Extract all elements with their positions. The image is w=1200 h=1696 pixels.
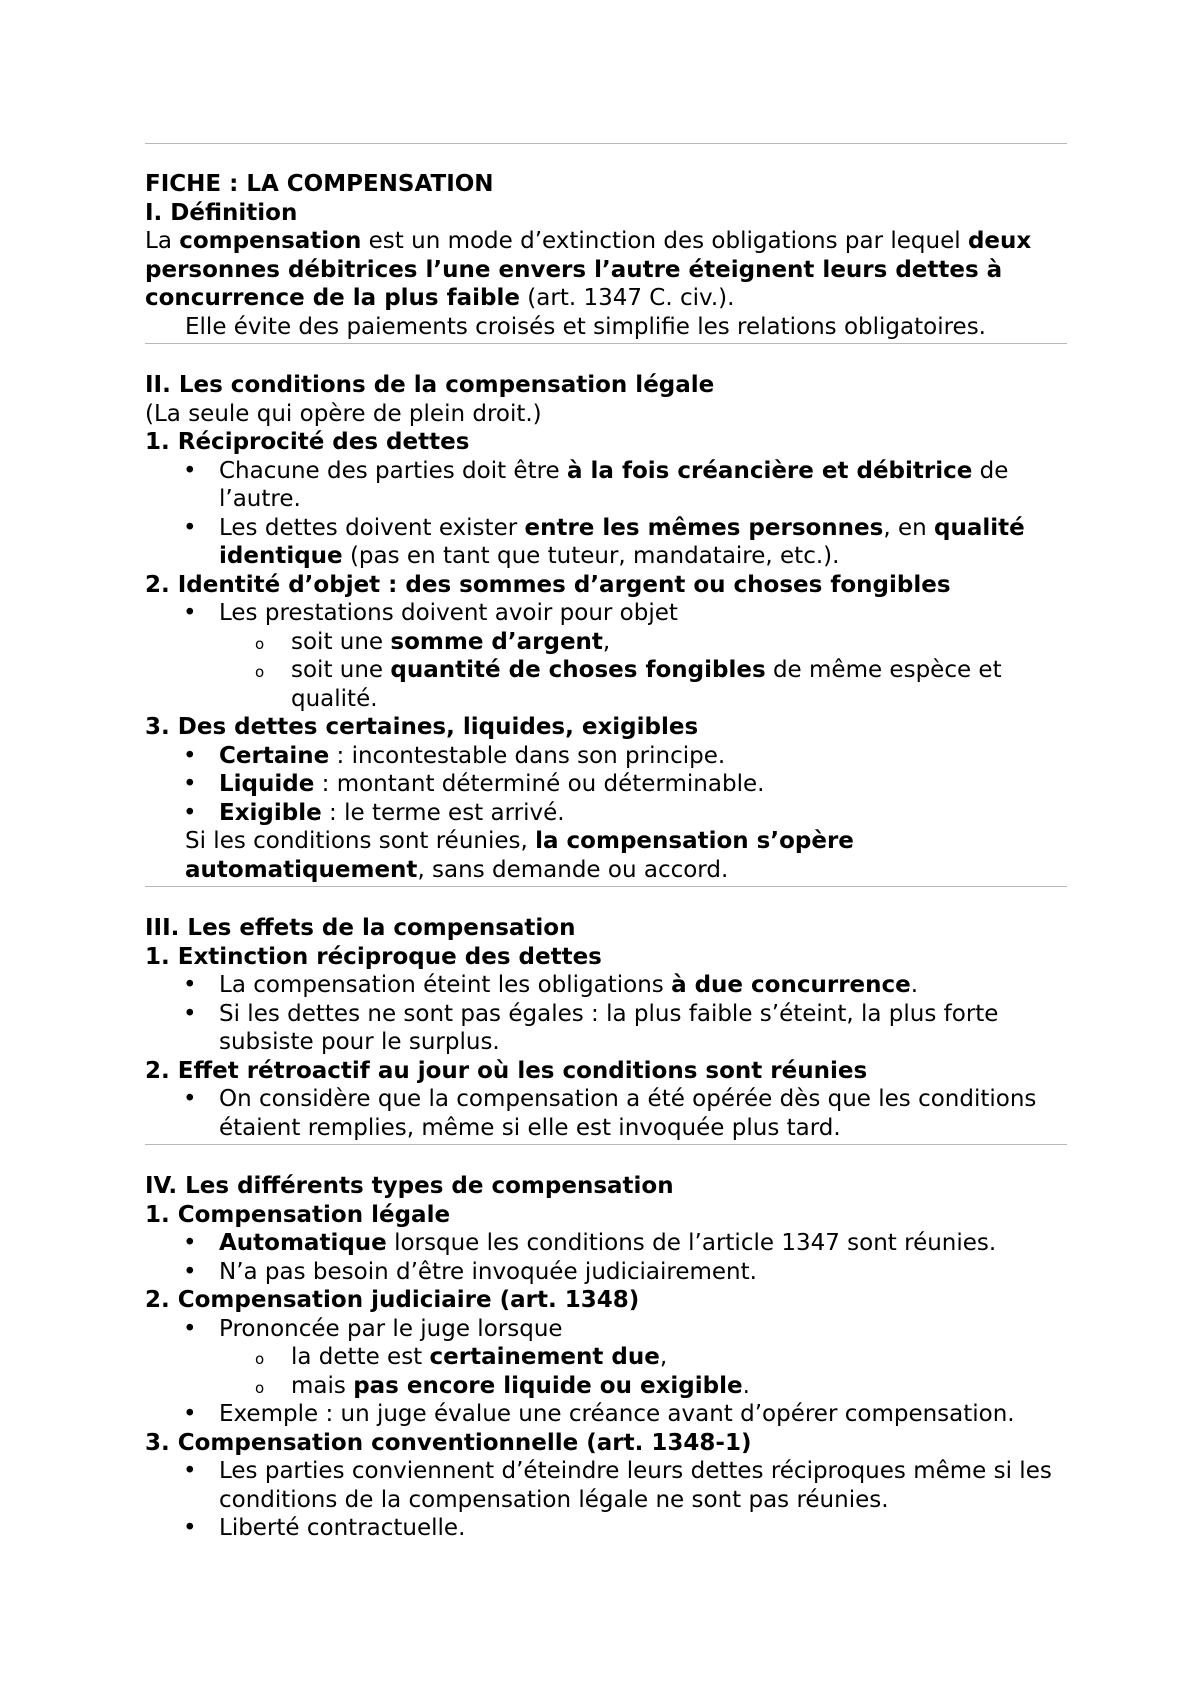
text-run-bold: pas encore liquide ou exigible [353, 1372, 743, 1399]
conditions-note: (La seule qui opère de plein droit.) [145, 400, 542, 427]
subheading-effet-retroactif: 2. Effet rétroactif au jour où les conditions sont réunies [145, 1057, 868, 1084]
list-item [145, 599, 1067, 628]
bullet-list [145, 1229, 1067, 1286]
text-run-bold: quantité de choses fongibles [390, 657, 766, 683]
list-item [145, 1400, 1067, 1429]
text-run-bold: entre les mêmes personnes [524, 514, 884, 541]
text-run: Les parties conviennent d’éteindre leurs dettes réciproques même si les conditions de la compensation légale ne sont pas réunies. [219, 1458, 1052, 1513]
sub-list-item [145, 1372, 1067, 1401]
text-run-bold: deux personnes débitrices l’une envers l’autre éteignent leurs dettes à concurrence de la plus faible [145, 228, 1032, 311]
text-run: (pas en tant que tuteur, mandataire, etc.). [342, 543, 840, 569]
text-run-bold: qualité identique [219, 514, 1025, 569]
bullet-icon: • [183, 600, 197, 626]
section-divider [145, 886, 1067, 887]
bullet-icon: • [183, 1086, 197, 1112]
subheading-reciprocite: 1. Réciprocité des dettes [145, 429, 470, 455]
list-item [145, 799, 1067, 828]
bullet-list [145, 457, 1067, 571]
list-item [145, 1258, 1067, 1287]
text-run-bold: à la fois créancière et débitrice [567, 457, 973, 484]
section-divider [145, 1144, 1067, 1145]
text-run: La compensation éteint les obligations [219, 972, 672, 998]
subheading-identite-objet: 2. Identité d’objet : des sommes d’argent ou choses fongibles [145, 571, 951, 598]
bullet-icon: • [183, 514, 197, 541]
text-run: : incontestable dans son principe. [329, 742, 726, 769]
subheading-conventionnelle: 3. Compensation conventionnelle (art. 1348-1) [145, 1429, 752, 1456]
text-run: Liberté contractuelle. [219, 1515, 466, 1541]
text-run-bold: à due concurrence [671, 972, 911, 998]
section-heading-effets: III. Les effets de la compensation [145, 915, 576, 941]
list-item [145, 514, 1067, 571]
bullet-list [145, 742, 1067, 828]
text-run: , sans demande ou accord. [417, 856, 729, 883]
list-item [145, 1315, 1067, 1344]
text-run-bold: Exigible [219, 799, 322, 826]
sub-bullet-icon: o [255, 634, 265, 653]
text-run: soit une [291, 628, 391, 655]
text-run: , [602, 628, 611, 655]
text-run: N’a pas besoin d’être invoquée judiciairement. [219, 1258, 757, 1285]
text-run: mais [291, 1372, 354, 1399]
definition-paragraph [145, 227, 1067, 313]
list-item [145, 1457, 1067, 1514]
section-divider [145, 343, 1067, 344]
text-run: soit une [291, 657, 391, 683]
bullet-list [145, 1085, 1067, 1142]
text-run: . [742, 1372, 750, 1399]
text-run-bold: Automatique [219, 1230, 387, 1256]
list-item [145, 1085, 1067, 1142]
text-run: , [659, 1344, 668, 1370]
bullet-list [145, 599, 1067, 628]
bullet-icon: • [183, 1401, 197, 1427]
sub-list-item [145, 1343, 1067, 1372]
text-run: Prononcée par le juge lorsque [219, 1315, 563, 1342]
bullet-icon: • [183, 1458, 197, 1484]
definition-note: Elle évite des paiements croisés et simplifie les relations obligatoires. [185, 313, 986, 340]
text-run: de l’autre. [219, 457, 1009, 512]
text-run-bold: compensation [179, 228, 362, 254]
text-run: de même espèce et qualité. [291, 657, 1002, 712]
top-rule [145, 143, 1067, 144]
text-run-bold: Liquide [219, 771, 315, 797]
text-run: Les dettes doivent exister [219, 514, 525, 541]
text-run: La [145, 228, 180, 254]
document-title: FICHE : LA COMPENSATION [145, 171, 494, 197]
list-item [145, 971, 1067, 1000]
text-run: Chacune des parties doit être [219, 457, 568, 484]
sub-bullet-icon: o [255, 1350, 265, 1368]
subheading-extinction: 1. Extinction réciproque des dettes [145, 943, 602, 970]
bullet-icon: • [183, 771, 197, 797]
text-run: Si les conditions sont réunies, [185, 828, 536, 854]
list-item [145, 1514, 1067, 1543]
bullet-icon: • [183, 1315, 197, 1342]
bullet-icon: • [183, 799, 197, 826]
text-run: (art. 1347 C. civ.). [519, 285, 735, 311]
sub-bullet-list [145, 1343, 1067, 1400]
text-run: On considère que la compensation a été opérée dès que les conditions étaient remplies, même si elle est invoquée plus tard. [219, 1086, 1037, 1141]
text-run-bold: la compensation s’opère automatiquement [185, 828, 854, 883]
text-run: Les prestations doivent avoir pour objet [219, 600, 678, 626]
section-heading-definition: I. Définition [145, 199, 298, 226]
bullet-icon: • [183, 1000, 197, 1027]
text-run-bold: Certaine [219, 742, 330, 769]
text-run: , en [883, 514, 935, 541]
bullet-list [145, 971, 1067, 1057]
list-item [145, 770, 1067, 799]
subheading-legale: 1. Compensation légale [145, 1201, 451, 1228]
text-run: : le terme est arrivé. [321, 799, 565, 826]
list-item [145, 742, 1067, 771]
subheading-judiciaire: 2. Compensation judiciaire (art. 1348) [145, 1287, 640, 1313]
bullet-icon: • [183, 1258, 197, 1285]
text-run-bold: certainement due [429, 1344, 660, 1370]
bullet-list [145, 1315, 1067, 1344]
sub-bullet-list [145, 628, 1067, 714]
sub-list-item [145, 628, 1067, 657]
text-run: lorsque les conditions de l’article 1347 sont réunies. [386, 1230, 997, 1256]
sub-bullet-icon: o [255, 1378, 265, 1397]
sub-bullet-icon: o [255, 663, 265, 681]
bullet-icon: • [183, 972, 197, 998]
subheading-dettes-certaines: 3. Des dettes certaines, liquides, exigibles [145, 714, 699, 740]
bullet-icon: • [183, 1230, 197, 1256]
text-run-bold: somme d’argent [390, 628, 603, 655]
text-run: . [910, 972, 919, 998]
bullet-list [145, 1400, 1067, 1429]
bullet-icon: • [183, 1515, 197, 1541]
list-item [145, 1229, 1067, 1258]
bullet-list [145, 1457, 1067, 1543]
document-content [145, 170, 1067, 1543]
text-run: la dette est [291, 1344, 430, 1370]
sub-list-item [145, 656, 1067, 713]
text-run: est un mode d’extinction des obligations par lequel [361, 228, 968, 254]
list-item [145, 457, 1067, 514]
conditions-conclusion [145, 827, 1067, 884]
section-heading-conditions: II. Les conditions de la compensation légale [145, 372, 715, 398]
text-run: : montant déterminé ou déterminable. [314, 771, 765, 797]
text-run: Si les dettes ne sont pas égales : la plus faible s’éteint, la plus forte subsiste pour le surplus. [219, 1000, 999, 1055]
list-item [145, 1000, 1067, 1057]
section-heading-types: IV. Les différents types de compensation [145, 1173, 674, 1199]
bullet-icon: • [183, 742, 197, 769]
bullet-icon: • [183, 457, 197, 484]
text-run: Exemple : un juge évalue une créance avant d’opérer compensation. [219, 1401, 1015, 1427]
